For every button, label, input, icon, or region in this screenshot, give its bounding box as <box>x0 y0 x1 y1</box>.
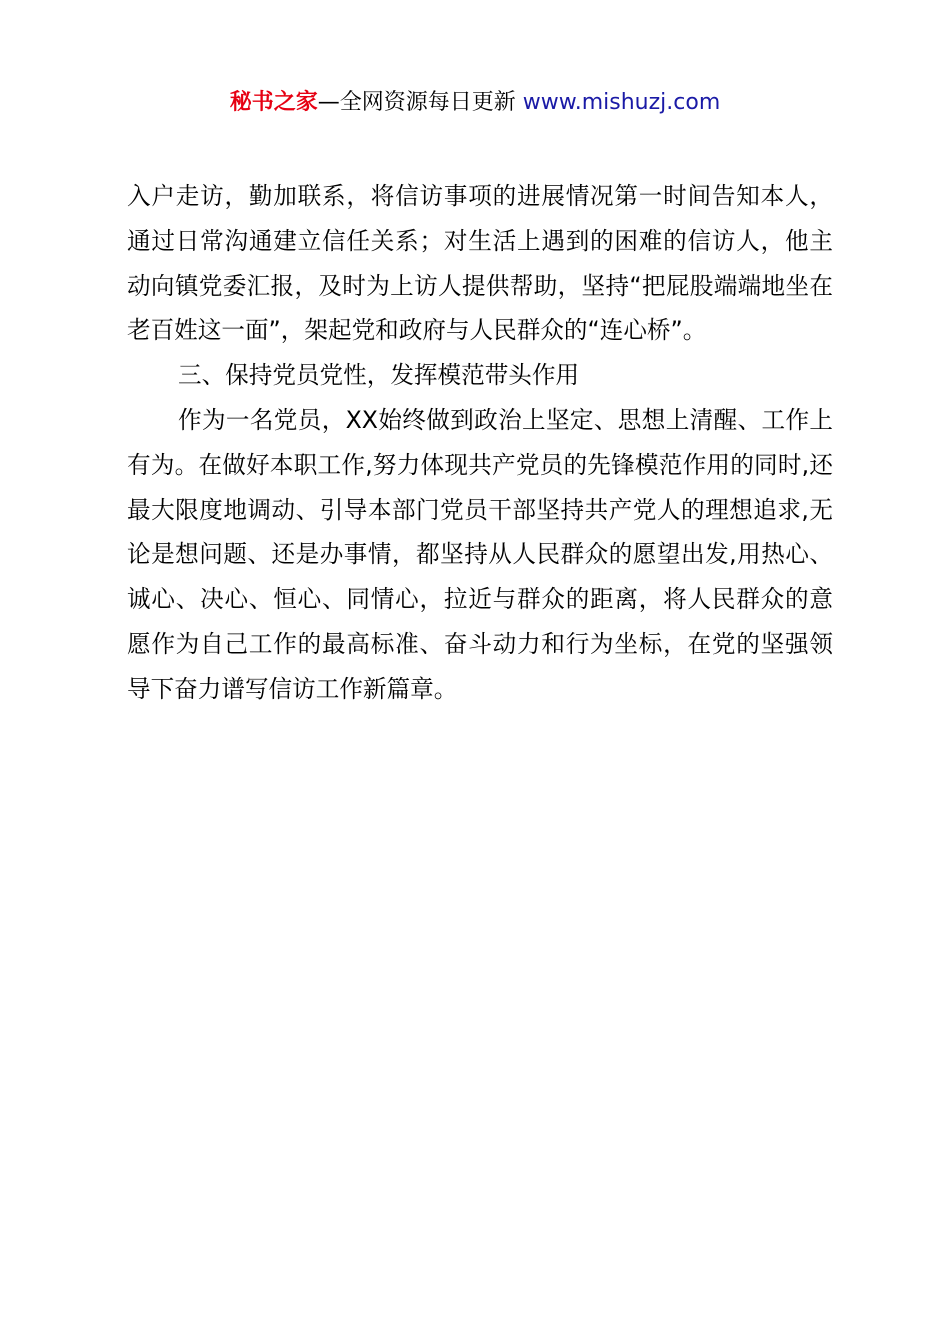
paragraph-party-member: 作为一名党员，XX始终做到政治上坚定、思想上清醒、工作上有为。在做好本职工作,努力体现共产党员的先锋模范作用的同时,还最大限度地调动、引导本部门党员干部坚持共产党人的理想追求,无论是想问题、还是办事情，都坚持从人民群众的愿望出发,用热心、诚心、决心、恒心、同情心，拉近与群众的距离，将人民群众的意愿作为自己工作的最高标准、奋斗动力和行为坐标，在党的坚强领导下奋力谱写信访工作新篇章。 <box>127 405 833 703</box>
section-heading: 三、保持党员党性，发挥模范带头作用 <box>178 361 580 390</box>
site-url: www.mishuzj.com <box>522 90 721 115</box>
paragraph-continued: 入户走访，勤加联系，将信访事项的进展情况第一时间告知本人，通过日常沟通建立信任关系；对生活上遇到的困难的信访人，他主动向镇党委汇报，及时为上访人提供帮助，坚持“把屁股端端地坐在老百姓这一面”，架起党和政府与人民群众的“连心桥”。 <box>127 182 833 345</box>
brand-name: 秘书之家 <box>229 90 318 115</box>
watermark-header <box>0 88 950 118</box>
header-tagline: —全网资源每日更新 <box>317 90 523 115</box>
document-body <box>127 174 833 712</box>
